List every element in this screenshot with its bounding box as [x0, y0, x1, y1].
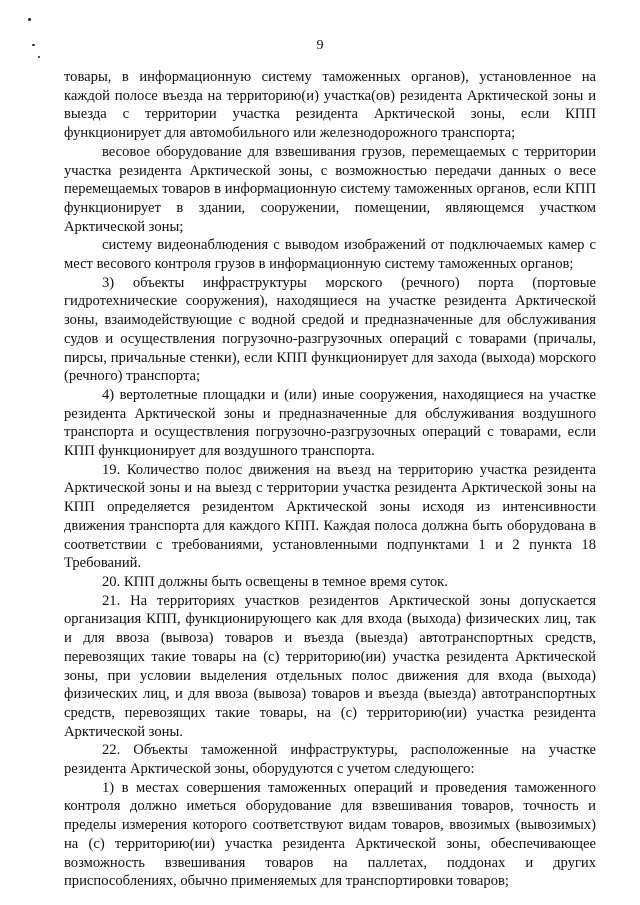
page-number: 9	[316, 38, 324, 53]
document-body	[64, 68, 596, 891]
paragraph: весовое оборудование для взвешивания грузов, перемещаемых с территории участка резидента Арктической зоны, с возможностью передачи данных о весе перемещаемых товаров в информационную систему таможенных органов, если КПП функционирует в здании, сооружении, помещении, являющемся участком Арктической зоны;	[64, 143, 596, 235]
paragraph: товары, в информационную систему таможенных органов), установленное на каждой полосе въезда на территорию(и) участка(ов) резидента Арктической зоны и выезда с территории участка резидента Арктической зоны, если КПП функционирует для автомобильного или железнодорожного транспорта;	[64, 69, 596, 142]
paragraph: 22. Объекты таможенной инфраструктуры, расположенные на участке резидента Арктической зоны, оборудуются с учетом следующего:	[64, 742, 596, 778]
paragraph: 1) в местах совершения таможенных операций и проведения таможенного контроля должно иметься оборудование для взвешивания товаров, точность и пределы измерения которого соответствуют видам товаров, ввозимых (вывозимых) на (с) территорию(ии) участка резидента Арктической зоны, обеспечивающее возможность взвешивания товаров на паллетах, поддонах и других приспособлениях, обычно применяемых для транспортировки товаров;	[64, 779, 596, 890]
paragraph: систему видеонаблюдения с выводом изображений от подключаемых камер с мест весового контроля грузов в информационную систему таможенных органов;	[64, 237, 596, 273]
paragraph: 3) объекты инфраструктуры морского (речного) порта (портовые гидротехнические сооружения), находящиеся на участке резидента Арктической зоны, взаимодействующие с водной средой и предназначенные для обслуживания судов и осуществления погрузочно-разгрузочных операций с товарами (причалы, пирсы, причальные стенки), если КПП функционирует для захода (выхода) морского (речного) транспорта;	[64, 274, 596, 385]
paragraph: 4) вертолетные площадки и (или) иные сооружения, находящиеся на участке резидента Арктической зоны и предназначенные для обслуживания воздушного транспорта и осуществления погрузочно-разгрузочных операций с товарами, если КПП функционирует для воздушного транспорта.	[64, 386, 596, 460]
paragraph: 20. КПП должны быть освещены в темное время суток.	[102, 573, 448, 590]
paragraph: 19. Количество полос движения на въезд на территорию участка резидента Арктической зоны и на выезд с территории участка резидента Арктической зоны на КПП определяется резидентом Арктической зоны исходя из интенсивности движения транспорта для каждого КПП. Каждая полоса должна быть оборудована в соответствии с требованиями, установленными подпунктами 1 и 2 пункта 18 Требований.	[64, 461, 596, 572]
paragraph: 21. На территориях участков резидентов Арктической зоны допускается организация КПП, функционирующего как для входа (выхода) физических лиц, так и для ввоза (вывоза) товаров и въезда (выезда) автотранспортных средств, перевозящих такие товары на (с) территорию(ии) участка резидента Арктической зоны, при условии выделения отдельных полос движения для входа (выхода) физических лиц, и для ввоза (вывоза) товаров и въезда (выезда) автотранспортных средств, перевозящих такие товары, на (с) территорию(ии) участка резидента Арктической зоны.	[64, 592, 596, 740]
